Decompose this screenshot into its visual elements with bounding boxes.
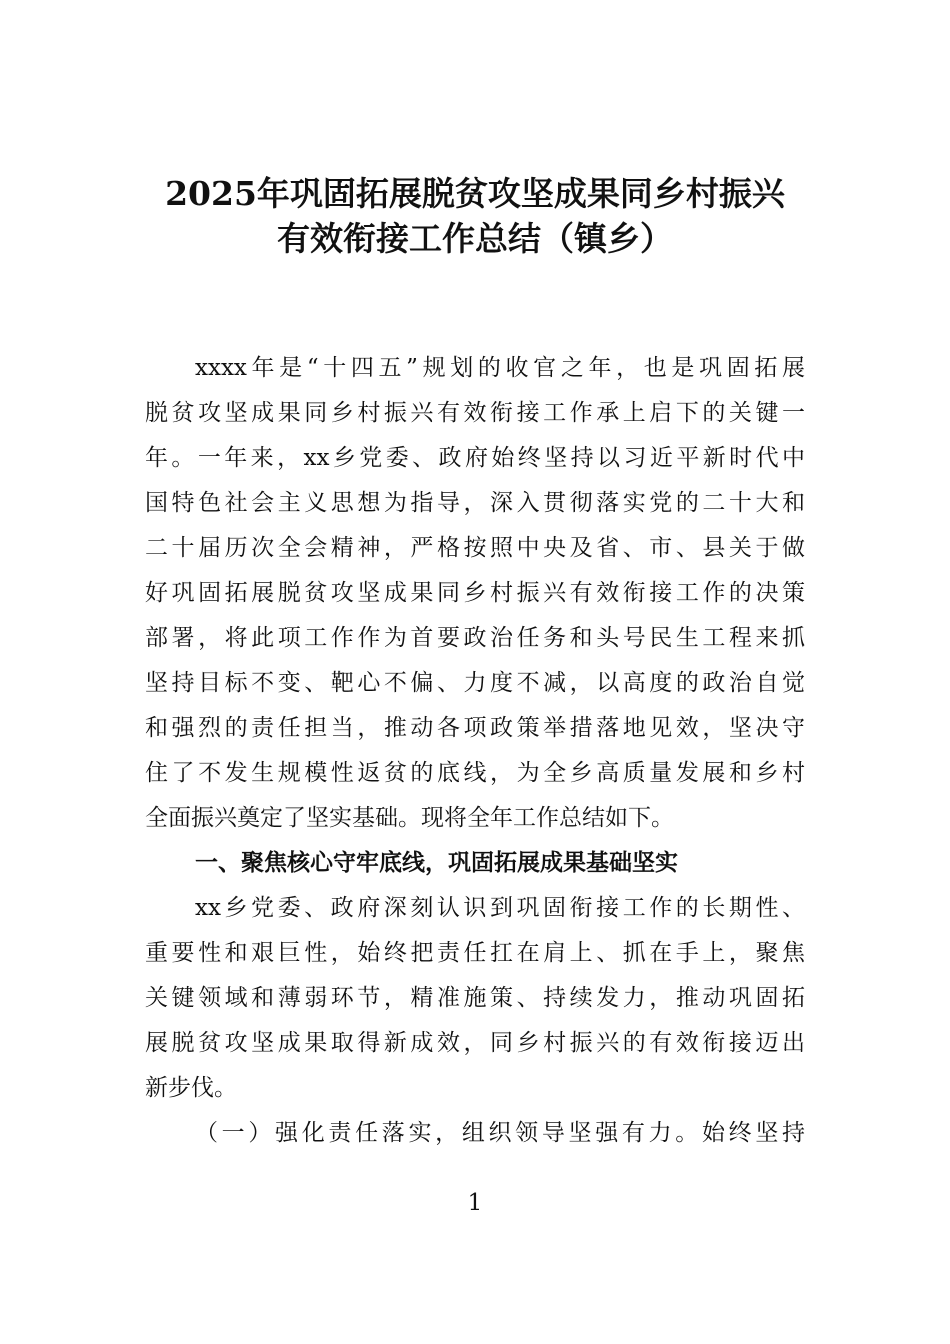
paragraph-1-line-10: 住了不发生规模性返贫的底线，为全乡高质量发展和乡村 <box>145 760 805 786</box>
document-title-line-1: 2025年巩固拓展脱贫攻坚成果同乡村振兴 <box>165 174 785 213</box>
paragraph-1-line-3: 年。一年来，xx乡党委、政府始终坚持以习近平新时代中 <box>145 445 805 471</box>
paragraph-1-line-6: 好巩固拓展脱贫攻坚成果同乡村振兴有效衔接工作的决策 <box>145 580 805 606</box>
paragraph-2-line-1: xx乡党委、政府深刻认识到巩固衔接工作的长期性、 <box>195 895 805 921</box>
document-title-line-2: 有效衔接工作总结（镇乡） <box>277 219 673 258</box>
section-heading-1: 一、聚焦核心守牢底线，巩固拓展成果基础坚实 <box>195 850 678 876</box>
paragraph-1-line-4: 国特色社会主义思想为指导，深入贯彻落实党的二十大和 <box>145 490 805 516</box>
paragraph-3-line-1: （一）强化责任落实，组织领导坚强有力。始终坚持 <box>195 1120 805 1146</box>
paragraph-1-line-8: 坚持目标不变、靶心不偏、力度不减，以高度的政治自觉 <box>145 670 805 696</box>
paragraph-2-line-4: 展脱贫攻坚成果取得新成效，同乡村振兴的有效衔接迈出 <box>145 1030 805 1056</box>
paragraph-1-line-7: 部署，将此项工作作为首要政治任务和头号民生工程来抓 <box>145 625 805 651</box>
paragraph-1-line-11: 全面振兴奠定了坚实基础。现将全年工作总结如下。 <box>145 805 674 831</box>
paragraph-2-line-2: 重要性和艰巨性，始终把责任扛在肩上、抓在手上，聚焦 <box>145 940 805 966</box>
paragraph-1-line-2: 脱贫攻坚成果同乡村振兴有效衔接工作承上启下的关键一 <box>145 400 805 426</box>
paragraph-2-line-3: 关键领域和薄弱环节，精准施策、持续发力，推动巩固拓 <box>145 985 805 1011</box>
page-number: 1 <box>467 1190 483 1216</box>
paragraph-1-line-5: 二十届历次全会精神，严格按照中央及省、市、县关于做 <box>145 535 805 561</box>
paragraph-2-line-5: 新步伐。 <box>145 1075 237 1101</box>
paragraph-1-line-1: xxxx年是“十四五”规划的收官之年，也是巩固拓展 <box>195 355 805 381</box>
paragraph-1-line-9: 和强烈的责任担当，推动各项政策举措落地见效，坚决守 <box>145 715 805 741</box>
